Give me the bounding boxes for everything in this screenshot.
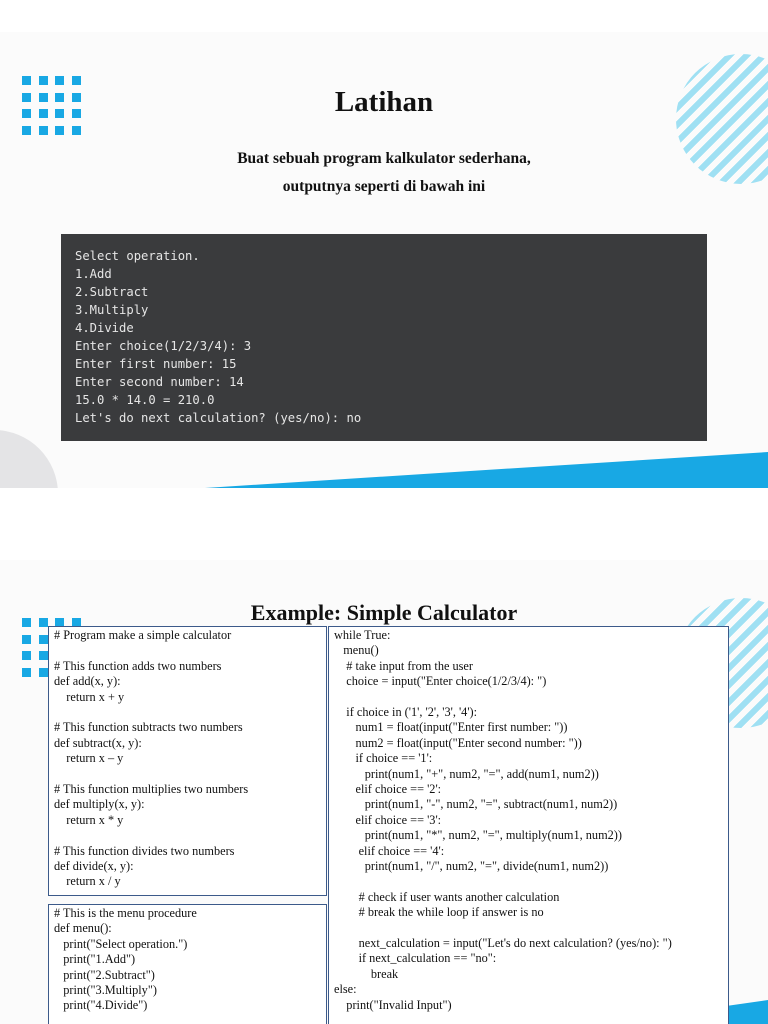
code-line: return x * y xyxy=(54,812,124,827)
code-line xyxy=(334,690,723,705)
code-line: else: xyxy=(334,982,357,997)
code-line: # Program make a simple calculator xyxy=(54,628,232,642)
terminal-line: Enter second number: 14 xyxy=(75,375,244,389)
code-line: print("2.Subtract") xyxy=(54,967,155,982)
page-title: Example: Simple Calculator xyxy=(250,600,518,625)
code-line: if choice in ('1', '2', '3', '4'): xyxy=(334,705,478,720)
code-line: num2 = float(input("Enter second number: ")) xyxy=(334,735,582,750)
code-line: print(num1, "+", num2, "=", add(num1, num2)) xyxy=(334,766,599,781)
code-line xyxy=(54,828,321,843)
page-title: Latihan xyxy=(334,86,434,118)
code-line: # This function subtracts two numbers xyxy=(54,720,243,735)
code-line: while True: xyxy=(334,628,391,642)
code-line: print(num1, "/", num2, "=", divide(num1, num2)) xyxy=(334,859,609,874)
terminal-line: 3.Multiply xyxy=(75,303,149,317)
code-line xyxy=(334,921,723,936)
code-line: print("Invalid Input") xyxy=(334,997,452,1012)
code-line: print(num1, "*", num2, "=", multiply(num1, num2)) xyxy=(334,828,622,843)
code-line: print(num1, "-", num2, "=", subtract(num1, num2)) xyxy=(334,797,618,812)
code-line: if next_calculation == "no": xyxy=(334,951,497,966)
code-line: print("Select operation.") xyxy=(54,936,188,951)
code-line: elif choice == '2': xyxy=(334,782,442,797)
code-line: def add(x, y): xyxy=(54,674,121,689)
code-line: return x / y xyxy=(54,874,121,889)
terminal-line: 1.Add xyxy=(75,267,112,281)
main-loop-code-box xyxy=(328,626,729,1024)
terminal-line: 4.Divide xyxy=(75,321,134,335)
subtitle-line-1: Buat sebuah program kalkulator sederhana, xyxy=(237,150,531,167)
code-line: # check if user wants another calculation xyxy=(334,889,560,904)
subtitle-line-2: outputnya seperti di bawah ini xyxy=(282,178,486,195)
code-line: # This function divides two numbers xyxy=(54,843,235,858)
code-line: if choice == '1': xyxy=(334,751,433,766)
code-line: # This function adds two numbers xyxy=(54,658,222,673)
functions-code-box xyxy=(48,626,327,896)
code-line: return x – y xyxy=(54,751,124,766)
terminal-line: Enter choice(1/2/3/4): 3 xyxy=(75,339,252,353)
terminal-line: Select operation. xyxy=(75,249,200,263)
terminal-line: Enter first number: 15 xyxy=(75,357,237,371)
code-line: # This is the menu procedure xyxy=(54,906,197,920)
code-line xyxy=(54,643,321,658)
code-line: # break the while loop if answer is no xyxy=(334,905,544,920)
code-line: def menu(): xyxy=(54,921,112,936)
code-line: choice = input("Enter choice(1/2/3/4): ") xyxy=(334,674,547,689)
code-line: print("4.Divide") xyxy=(54,998,148,1013)
code-line: def subtract(x, y): xyxy=(54,735,142,750)
code-line: def divide(x, y): xyxy=(54,859,134,874)
terminal-line: 2.Subtract xyxy=(75,285,149,299)
slide-example xyxy=(0,560,768,1024)
menu-code-box xyxy=(48,904,327,1024)
slide-latihan xyxy=(0,32,768,488)
code-line: print("1.Add") xyxy=(54,952,136,967)
code-line: # This function multiplies two numbers xyxy=(54,782,249,797)
code-line: next_calculation = input("Let's do next calculation? (yes/no): ") xyxy=(334,936,672,951)
terminal-output xyxy=(61,234,707,441)
code-line: break xyxy=(334,966,399,981)
code-line: menu() xyxy=(334,643,379,658)
terminal-line: Let's do next calculation? (yes/no): no xyxy=(75,411,362,425)
code-line: print("3.Multiply") xyxy=(54,983,157,998)
code-line xyxy=(334,874,723,889)
code-line xyxy=(54,767,321,782)
code-line: return x + y xyxy=(54,689,125,704)
code-line: def multiply(x, y): xyxy=(54,797,145,812)
code-line xyxy=(54,705,321,720)
terminal-line: 15.0 * 14.0 = 210.0 xyxy=(75,393,215,407)
code-line: num1 = float(input("Enter first number: ")) xyxy=(334,720,568,735)
code-line: elif choice == '4': xyxy=(334,843,445,858)
code-line: elif choice == '3': xyxy=(334,812,442,827)
code-line: # take input from the user xyxy=(334,658,473,673)
